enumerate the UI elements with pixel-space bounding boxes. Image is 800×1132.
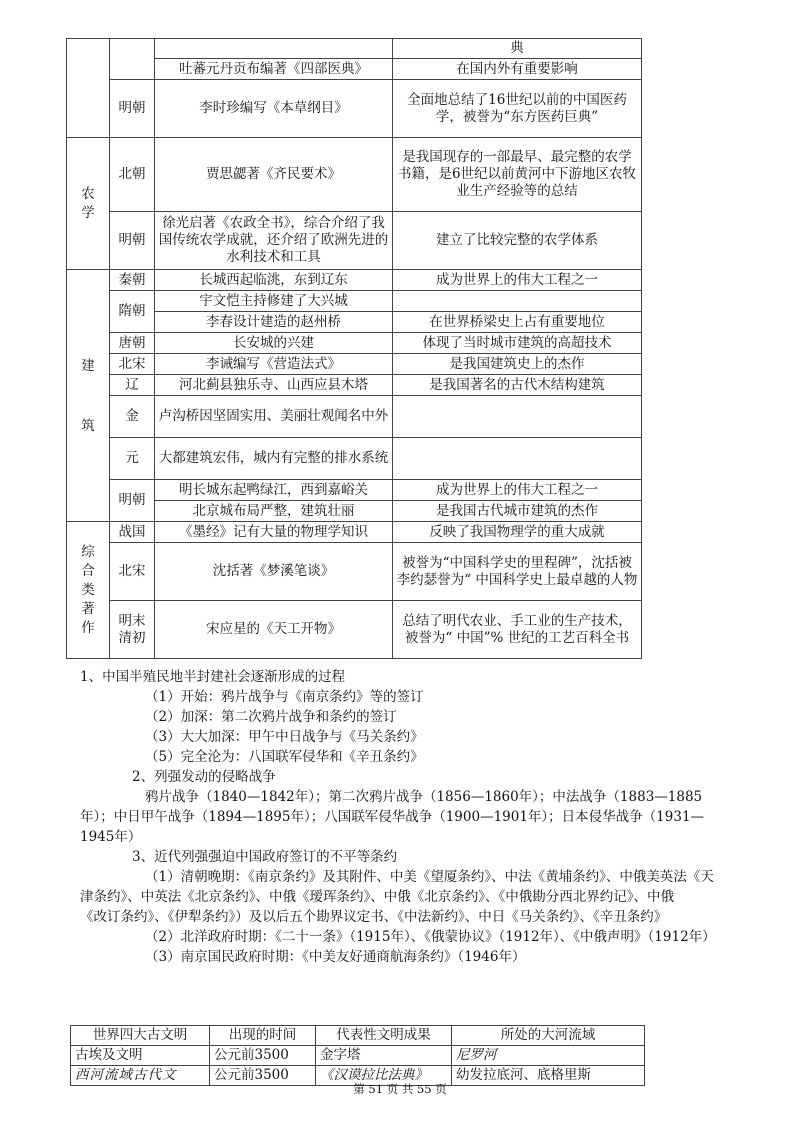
table-cell: 大都建筑宏伟，城内有完整的排水系统 (155, 438, 393, 480)
table-cell: 贾思勰著《齐民要术》 (155, 138, 393, 212)
table-cell: 被誉为“中国科学史的里程碑”，沈括被李约瑟誉为“ 中国科学史上最卓越的人物 (393, 543, 642, 601)
table-row (67, 480, 642, 501)
table-row (67, 212, 642, 270)
table-cell: 全面地总结了16世纪以前的中国医药学，被誉为“东方医药巨典” (393, 80, 642, 138)
table-header-row (71, 1026, 645, 1046)
table-cell: 在世界桥梁史上占有重要地位 (393, 312, 642, 333)
table-cell: 战国 (110, 522, 155, 543)
table-cell: 是我国古代城市建筑的杰作 (393, 501, 642, 522)
section-heading: 1、中国半殖民地半封建社会逐渐形成的过程 (80, 669, 346, 685)
list-item: （3）大大加深：甲午中日战争与《马关条约》 (145, 729, 424, 745)
table-row (67, 354, 642, 375)
table-cell: 总结了明代农业、手工业的生产技术，被誉为“ 中国”% 世纪的工艺百科全书 (393, 601, 642, 659)
table-cell: 唐朝 (110, 333, 155, 354)
table-cell: 成为世界上的伟大工程之一 (393, 480, 642, 501)
paragraph-line: （2）北洋政府时期：《二十一条》（1915年）、《俄蒙协议》（1912年）、《中俄声明》（1912年） (145, 929, 716, 945)
category-architecture: 建筑 (81, 357, 95, 434)
section-heading: 2、列强发动的侵略战争 (132, 769, 276, 785)
table-cell: 李时珍编写《本草纲目》 (155, 80, 393, 138)
column-header: 所处的大河流域 (452, 1026, 645, 1046)
table-cell: 长安城的兴建 (155, 333, 393, 354)
paragraph-line: 津条约》、中英法《北京条约》、中俄《瑷珲条约》、中俄《北京条约》、《中俄勘分西北界约记》、中俄 (80, 889, 674, 905)
column-header: 代表性文明成果 (316, 1026, 452, 1046)
list-item: （1）开始：鸦片战争与《南京条约》等的签订 (145, 689, 424, 705)
paragraph-line: 1945年） (80, 829, 142, 845)
table-row (67, 396, 642, 438)
table-cell: 北宋 (110, 543, 155, 601)
paragraph-line: 鸦片战争（1840—1842年）；第二次鸦片战争（1856—1860年）；中法战争（1883—1885 (145, 789, 703, 805)
table-cell: 明长城东起鸭绿江，西到嘉峪关 (155, 480, 393, 501)
table-cell: 幼发拉底河、底格里斯 (452, 1066, 645, 1086)
table-cell: 李春设计建造的赵州桥 (155, 312, 393, 333)
table-cell: 尼罗河 (452, 1046, 645, 1066)
ancient-civilizations-table (70, 1025, 645, 1086)
table-cell: 在国内外有重要影响 (393, 59, 642, 80)
table-row (67, 270, 642, 291)
table-row (67, 39, 642, 59)
table-cell: 体现了当时城市建筑的高超技术 (393, 333, 642, 354)
table-cell: 长城西起临洮，东到辽东 (155, 270, 393, 291)
table-row (67, 375, 642, 396)
table-cell: 沈括著《梦溪笔谈》 (155, 543, 393, 601)
table-row (67, 522, 642, 543)
table-cell: 古埃及文明 (71, 1046, 210, 1066)
table-row (67, 438, 642, 480)
table-cell: 是我国著名的古代木结构建筑 (393, 375, 642, 396)
table-cell: 《汉谟拉比法典》 (316, 1066, 452, 1086)
table-cell: 金 (110, 396, 155, 438)
table-cell: 西河流域古代文 (71, 1066, 210, 1086)
table-cell: 徐光启著《农政全书》，综合介绍了我国传统农学成就，还介绍了欧洲先进的水利技术和工具 (155, 212, 393, 270)
table-row (67, 543, 642, 601)
table-cell: 宋应星的《天工开物》 (155, 601, 393, 659)
table-cell: 是我国现存的一部最早、最完整的农学书籍，是6世纪以前黄河中下游地区农牧业生产经验等的总结 (393, 138, 642, 212)
table-cell: 北宋 (110, 354, 155, 375)
list-item: （5）完全沦为：八国联军侵华和《辛丑条约》 (145, 749, 424, 765)
table-cell: 卢沟桥因坚固实用、美丽壮观闻名中外 (155, 396, 393, 438)
table-cell: 秦朝 (110, 270, 155, 291)
column-header: 出现的时间 (210, 1026, 316, 1046)
table-row (67, 291, 642, 312)
table-cell: 吐蕃元丹贡布编著《四部医典》 (155, 59, 393, 80)
paragraph-line: （3）南京国民政府时期：《中美友好通商航海条约》（1946年） (145, 949, 526, 965)
section-heading: 3、近代列强强迫中国政府签订的不平等条约 (132, 849, 398, 865)
table-cell: 明朝 (110, 80, 155, 138)
column-header: 世界四大古文明 (71, 1026, 210, 1046)
table-cell: 明朝 (110, 480, 155, 522)
table-cell: 成为世界上的伟大工程之一 (393, 270, 642, 291)
table-cell: 元 (110, 438, 155, 480)
table-cell: 辽 (110, 375, 155, 396)
table-cell: 公元前3500 (210, 1046, 316, 1066)
table-cell: 典 (393, 39, 642, 59)
table-cell: 北朝 (110, 138, 155, 212)
paragraph-line: （1）清朝晚期：《南京条约》及其附件、中美《望厦条约》、中法《黄埔条约》、中俄美英法《天 (145, 869, 714, 885)
table-cell: 河北蓟县独乐寺、山西应县木塔 (155, 375, 393, 396)
table-cell: 北京城布局严整，建筑壮丽 (155, 501, 393, 522)
table-row (71, 1046, 645, 1066)
page-footer: 第 51 页 共 55 页 (353, 1082, 447, 1096)
table-cell: 公元前3500 (210, 1066, 316, 1086)
table-cell: 隋朝 (110, 291, 155, 333)
table-row (67, 333, 642, 354)
notes-section (0, 667, 800, 967)
table-cell: 李诫编写《营造法式》 (155, 354, 393, 375)
table-cell: 《墨经》记有大量的物理学知识 (155, 522, 393, 543)
paragraph-line: 《改订条约》、《伊犁条约》）及以后五个勘界议定书、《中法新约》、中日《马关条约》、《辛丑条约》 (80, 909, 668, 925)
table-cell: 明末清初 (110, 601, 155, 659)
table-row (67, 601, 642, 659)
table-cell: 是我国建筑史上的杰作 (393, 354, 642, 375)
table-cell: 反映了我国物理学的重大成就 (393, 522, 642, 543)
category-agriculture: 农学 (81, 185, 95, 221)
table-cell: 宇文恺主持修建了大兴城 (155, 291, 393, 312)
table-cell: 金字塔 (316, 1046, 452, 1066)
table-row (67, 138, 642, 212)
science-achievements-table (66, 38, 642, 659)
table-cell: 建立了比较完整的农学体系 (393, 212, 642, 270)
paragraph-line: 年）；中日甲午战争（1894—1895年）；八国联军侵华战争（1900—1901年）；日本侵华战争（1931— (80, 809, 705, 825)
table-row (67, 80, 642, 138)
category-comprehensive-works: 综合类著作 (81, 543, 95, 636)
table-cell: 明朝 (110, 212, 155, 270)
list-item: （2）加深：第二次鸦片战争和条约的签订 (145, 709, 397, 725)
